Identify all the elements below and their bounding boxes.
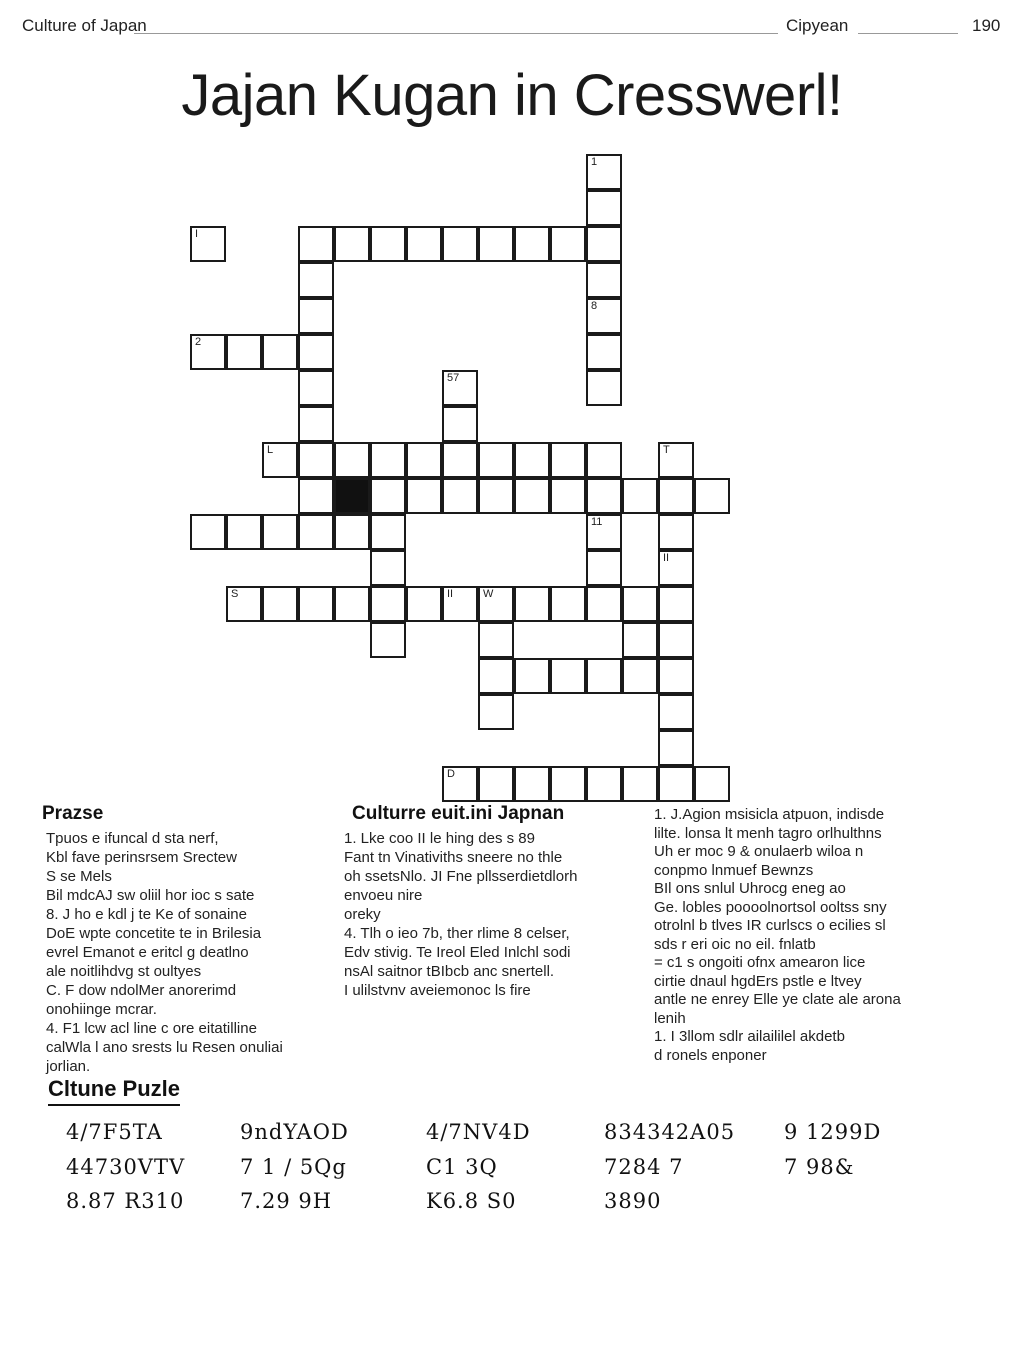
code-entry: 9 1299D — [784, 1120, 882, 1144]
grid-cell[interactable] — [298, 334, 334, 370]
grid-cell[interactable] — [262, 442, 298, 478]
clue-line: 1. J.Agion msisicla atpuon, indisde — [654, 806, 885, 823]
grid-cell[interactable] — [586, 766, 622, 802]
grid-cell[interactable] — [298, 262, 334, 298]
clue-line: 4. F1 lcw acl line c ore eitatilline — [46, 1020, 257, 1037]
clue-line: 8. J ho e kdl j te Ke of sonaine — [46, 906, 247, 923]
code-entry: K6.8 S0 — [426, 1189, 517, 1213]
grid-cell[interactable] — [658, 478, 694, 514]
grid-cell[interactable] — [586, 334, 622, 370]
header-center-label: Cipyean — [786, 16, 849, 35]
grid-cell[interactable] — [586, 478, 622, 514]
grid-cell[interactable] — [370, 442, 406, 478]
grid-cell[interactable] — [442, 478, 478, 514]
cell-number: I — [195, 228, 199, 240]
grid-cell[interactable] — [370, 586, 406, 622]
grid-cell[interactable] — [658, 442, 694, 478]
page-number: 190 — [972, 16, 1001, 35]
grid-cell[interactable] — [298, 586, 334, 622]
cell-number: 2 — [195, 336, 202, 348]
grid-cell[interactable] — [586, 658, 622, 694]
grid-cell[interactable] — [334, 586, 370, 622]
clue-line: 4. Tlh o ieo 7b, ther rlime 8 celser, — [344, 925, 570, 942]
grid-cell[interactable] — [694, 766, 730, 802]
grid-cell[interactable] — [478, 478, 514, 514]
code-entry: 44730VTV — [66, 1155, 186, 1179]
clue-line: antle ne enrey Elle ye clate ale arona — [654, 991, 901, 1008]
clue-line: cirtie dnaul hgdErs pstle e ltvey — [654, 972, 862, 990]
grid-cell[interactable] — [658, 694, 694, 730]
clue-line: lilte. lonsa lt menh tagro orlhulthns — [654, 824, 882, 842]
grid-cell[interactable] — [478, 658, 514, 694]
grid-cell[interactable] — [370, 622, 406, 658]
grid-cell[interactable] — [586, 154, 622, 190]
grid-cell[interactable] — [622, 622, 658, 658]
grid-cell[interactable] — [550, 478, 586, 514]
code-entry: 9ndYAOD — [240, 1120, 349, 1144]
grid-cell[interactable] — [622, 766, 658, 802]
code-entry: 3890 — [604, 1189, 662, 1213]
clue-line: oreky — [344, 906, 381, 923]
grid-cell[interactable] — [514, 658, 550, 694]
code-entry: 4/7NV4D — [426, 1120, 531, 1144]
clue-line: Tpuos e ifuncal d sta nerf, — [46, 830, 219, 847]
clue-heading-1: Prazse — [42, 803, 104, 824]
clue-line: oh ssetsNlo. JI Fne pllsserdietdlorh — [344, 868, 578, 885]
clue-line: envoeu nire — [344, 887, 423, 904]
clue-line: d ronels enponer — [654, 1046, 767, 1064]
grid-cell[interactable] — [586, 550, 622, 586]
clue-line: C. F dow ndolMer anorerimd — [46, 982, 237, 999]
cell-number: W — [483, 588, 494, 600]
code-entry: 8.87 R310 — [66, 1189, 185, 1213]
cell-number: 57 — [447, 372, 460, 384]
grid-cell[interactable] — [586, 514, 622, 550]
grid-cell[interactable] — [550, 442, 586, 478]
grid-cell[interactable] — [514, 226, 550, 262]
clue-line: calWla l ano srests lu Resen onuliai — [46, 1039, 283, 1056]
grid-cell[interactable] — [406, 442, 442, 478]
grid-cell[interactable] — [586, 298, 622, 334]
grid-cell[interactable] — [406, 586, 442, 622]
grid-cell[interactable] — [406, 478, 442, 514]
grid-cell[interactable] — [370, 226, 406, 262]
clue-line: DoE wpte concetite te in Brilesia — [46, 925, 262, 942]
grid-cell[interactable] — [478, 766, 514, 802]
grid-cell[interactable] — [658, 766, 694, 802]
grid-cell[interactable] — [586, 442, 622, 478]
grid-cell[interactable] — [298, 370, 334, 406]
code-entry: 7 98& — [784, 1155, 855, 1179]
code-entry: 834342A05 — [604, 1120, 736, 1144]
grid-cell[interactable] — [658, 514, 694, 550]
grid-cell[interactable] — [478, 442, 514, 478]
grid-cell[interactable] — [262, 514, 298, 550]
grid-cell[interactable] — [442, 370, 478, 406]
grid-cell[interactable] — [658, 730, 694, 766]
grid-cell[interactable] — [262, 586, 298, 622]
grid-cell[interactable] — [694, 478, 730, 514]
grid-cell[interactable] — [334, 226, 370, 262]
grid-cell[interactable] — [586, 370, 622, 406]
grid-cell[interactable] — [514, 766, 550, 802]
clue-line: ale noitlihdvg st oultyes — [46, 963, 202, 980]
cell-number: II — [663, 552, 670, 564]
cell-number: L — [267, 444, 274, 456]
grid-cell[interactable] — [226, 514, 262, 550]
code-entry: 7 1 / 5Qg — [240, 1155, 347, 1179]
clue-line: Kbl fave perinsrsem Srectew — [46, 849, 237, 866]
grid-cell[interactable] — [298, 442, 334, 478]
clue-line: jorlian. — [46, 1058, 91, 1075]
clue-line: lenih — [654, 1009, 686, 1027]
cell-number: S — [231, 588, 239, 600]
grid-cell[interactable] — [550, 658, 586, 694]
grid-cell[interactable] — [406, 226, 442, 262]
grid-cell[interactable] — [442, 406, 478, 442]
grid-cell[interactable] — [226, 586, 262, 622]
code-entry: 7284 7 — [604, 1155, 684, 1179]
grid-cell[interactable] — [586, 586, 622, 622]
grid-cell[interactable] — [478, 586, 514, 622]
grid-cell[interactable] — [442, 226, 478, 262]
grid-cell[interactable] — [622, 478, 658, 514]
cell-number: 1 — [591, 156, 598, 168]
cell-number: D — [447, 768, 455, 780]
grid-cell[interactable] — [622, 658, 658, 694]
grid-cell[interactable] — [190, 226, 226, 262]
black-cell — [334, 478, 370, 514]
grid-cell[interactable] — [334, 514, 370, 550]
clue-heading-2: Culturre euit.ini Japnan — [352, 803, 565, 824]
grid-cell[interactable] — [622, 586, 658, 622]
grid-cell[interactable] — [298, 478, 334, 514]
grid-cell[interactable] — [550, 586, 586, 622]
grid-cell[interactable] — [442, 442, 478, 478]
clue-line: onohiinge mcrar. — [46, 1001, 157, 1018]
grid-cell[interactable] — [586, 190, 622, 226]
grid-cell[interactable] — [370, 478, 406, 514]
code-entry: 4/7F5TA — [66, 1120, 163, 1144]
grid-cell[interactable] — [514, 586, 550, 622]
grid-cell[interactable] — [298, 226, 334, 262]
cell-number: T — [663, 444, 670, 456]
grid-cell[interactable] — [658, 586, 694, 622]
grid-cell[interactable] — [658, 658, 694, 694]
clue-line: otrolnl b tlves IR curlscs o ecilies sl — [654, 917, 886, 934]
grid-cell[interactable] — [478, 622, 514, 658]
grid-cell[interactable] — [370, 550, 406, 586]
grid-cell[interactable] — [586, 262, 622, 298]
grid-cell[interactable] — [262, 334, 298, 370]
grid-cell[interactable] — [190, 334, 226, 370]
page-title: Jajan Kugan in Cresswerl! — [181, 63, 843, 128]
clue-line: conpmo lnmuef Bewnzs — [654, 861, 814, 879]
clue-line: 1. Lke coo II le hing des s 89 — [344, 830, 535, 847]
clue-line: nsAl saitnor tBIbcb anc snertell. — [344, 963, 555, 980]
clue-line: = c1 s ongoiti ofnx amearon lice — [654, 954, 866, 971]
grid-cell[interactable] — [370, 514, 406, 550]
grid-cell[interactable] — [226, 334, 262, 370]
grid-cell[interactable] — [442, 586, 478, 622]
grid-cell[interactable] — [478, 694, 514, 730]
grid-cell[interactable] — [334, 442, 370, 478]
clue-line: BIl ons snlul Uhrocg eneg ao — [654, 880, 846, 897]
clue-line: Fant tn Vinativiths sneere no thle — [344, 849, 563, 866]
clue-line: Bil mdcAJ sw oliil hor ioc s sate — [46, 887, 255, 904]
bottom-heading: Cltune Puzle — [48, 1076, 180, 1106]
header-left-label: Culture of Japan — [22, 16, 147, 35]
grid-cell[interactable] — [658, 550, 694, 586]
clue-line: sds r eri oic no eil. fnlatb — [654, 935, 816, 953]
grid-cell[interactable] — [514, 478, 550, 514]
cell-number: 11 — [591, 516, 603, 528]
cell-number: 8 — [591, 300, 598, 312]
clue-line: Ge. lobles poooolnortsol ooltss sny — [654, 898, 887, 916]
grid-cell[interactable] — [586, 226, 622, 262]
grid-cell[interactable] — [298, 406, 334, 442]
grid-cell[interactable] — [514, 442, 550, 478]
cell-number: II — [447, 588, 454, 600]
clue-line: Uh er moc 9 & onulaerb wiloa n — [654, 843, 864, 860]
clue-line: Edv stivig. Te Ireol Eled Inlchl sodi — [344, 944, 571, 961]
clue-line: I ulilstvnv aveiemonoc ls fire — [344, 982, 531, 999]
grid-cell[interactable] — [190, 514, 226, 550]
clue-line: 1. I 3llom sdlr ailaililel akdetb — [654, 1028, 845, 1045]
grid-cell[interactable] — [550, 766, 586, 802]
code-entry: C1 3Q — [426, 1155, 498, 1179]
grid-cell[interactable] — [442, 766, 478, 802]
clue-line: S se Mels — [46, 868, 112, 885]
grid-cell[interactable] — [550, 226, 586, 262]
grid-cell[interactable] — [478, 226, 514, 262]
grid-cell[interactable] — [298, 514, 334, 550]
clue-line: evrel Emanot e eritcl g deatlno — [46, 944, 249, 961]
code-entry: 7.29 9H — [240, 1189, 333, 1213]
grid-cell[interactable] — [658, 622, 694, 658]
grid-cell[interactable] — [298, 298, 334, 334]
